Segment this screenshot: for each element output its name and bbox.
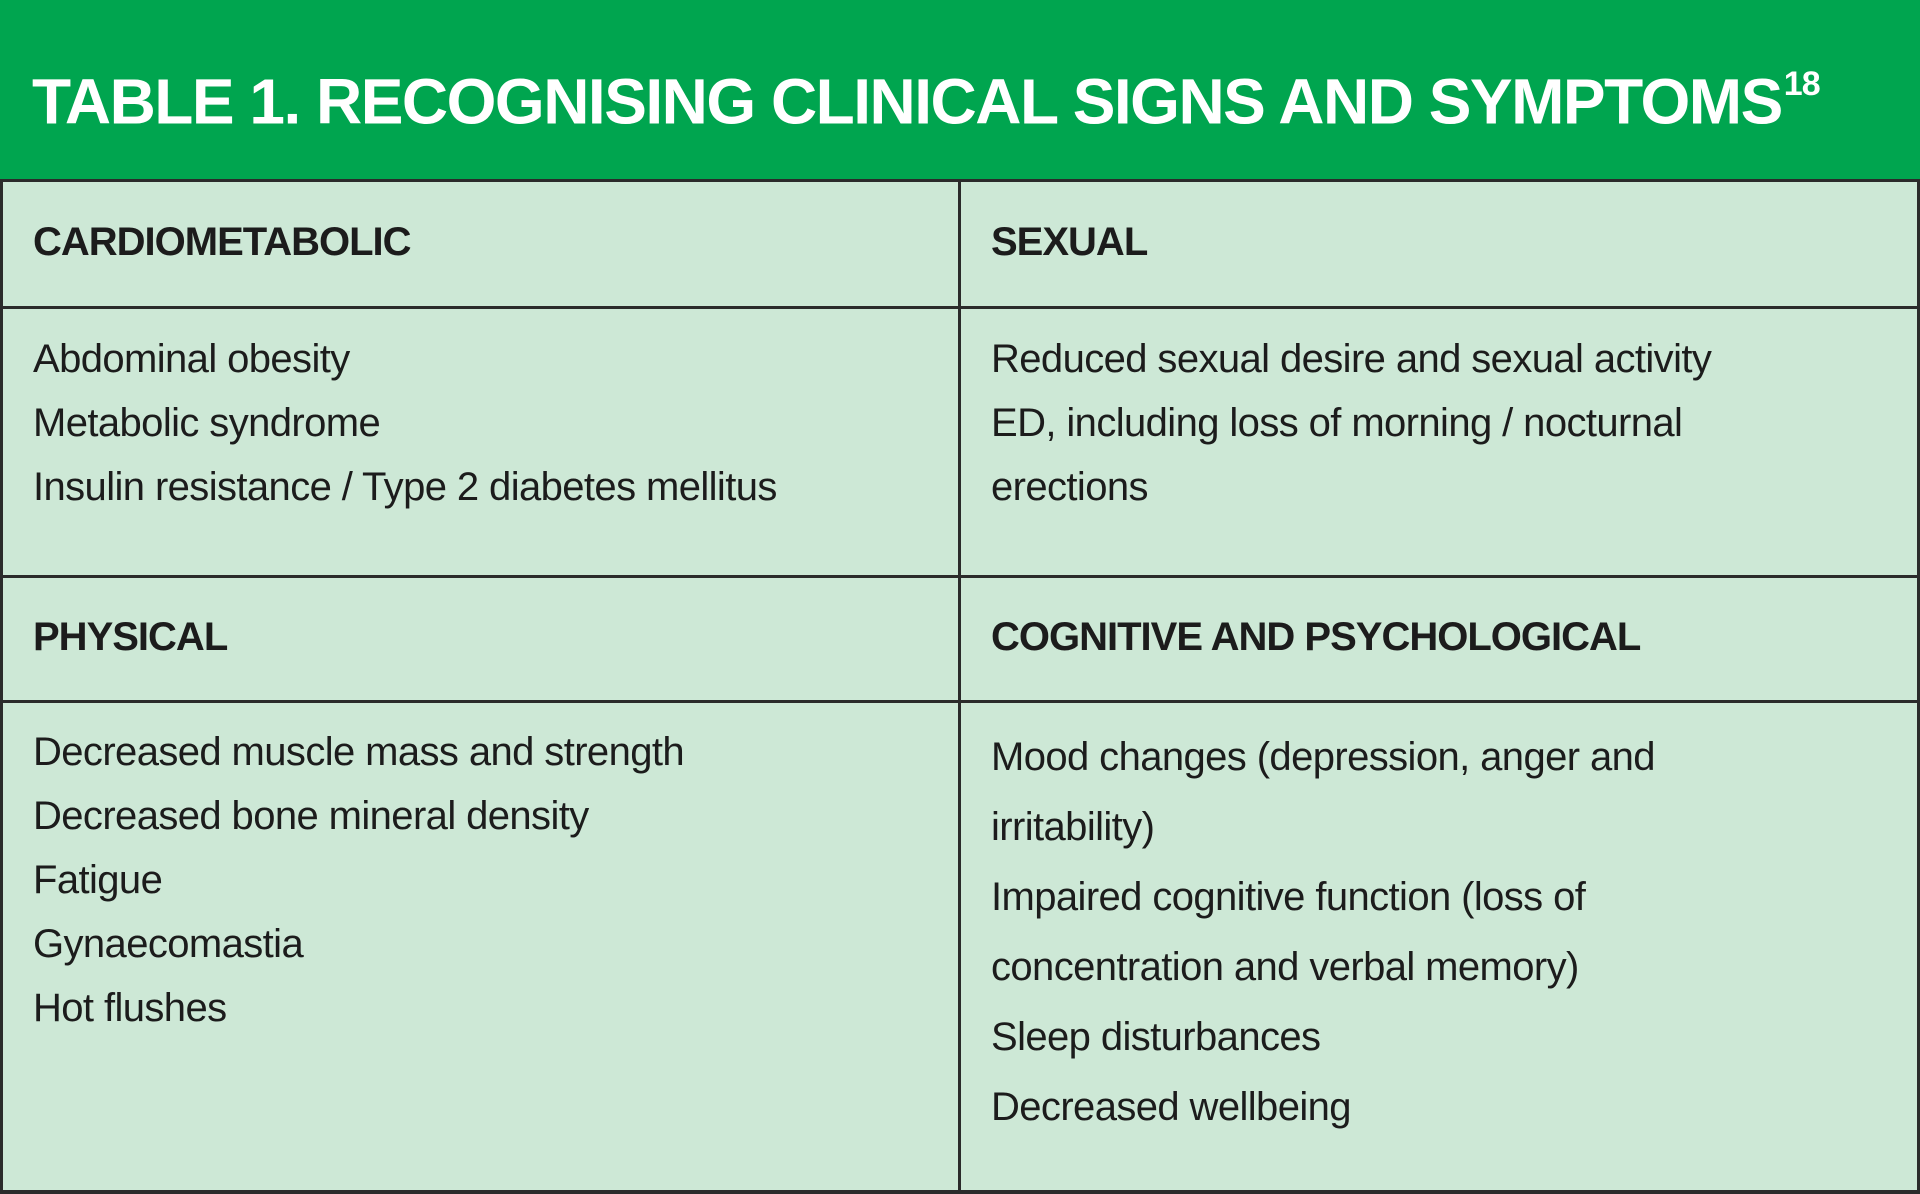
cardiometabolic-heading: CARDIOMETABOLIC [33, 220, 411, 264]
list-item: Impaired cognitive function (loss of [991, 875, 1586, 919]
table-header-banner [0, 0, 1920, 182]
list-item: erections [991, 465, 1148, 509]
list-item: Hot flushes [33, 986, 227, 1030]
column-divider [958, 182, 961, 1194]
cardiometabolic-list [33, 327, 777, 519]
list-item: Metabolic syndrome [33, 401, 381, 445]
table-border-left [0, 182, 3, 1194]
table-border-bottom [0, 1190, 1920, 1194]
row-divider-2 [0, 575, 1920, 578]
list-item: irritability) [991, 805, 1155, 849]
reference-superscript: 18 [1783, 65, 1820, 103]
sexual-list [991, 327, 1711, 519]
physical-heading: PHYSICAL [33, 615, 228, 659]
list-item: ED, including loss of morning / nocturnal [991, 401, 1683, 445]
row-divider-1 [0, 306, 1920, 309]
list-item: Reduced sexual desire and sexual activity [991, 337, 1712, 381]
physical-list [33, 720, 684, 1040]
list-item: Decreased wellbeing [991, 1085, 1351, 1129]
sexual-heading: SEXUAL [991, 220, 1148, 264]
list-item: Gynaecomastia [33, 922, 304, 966]
table-title-text: TABLE 1. RECOGNISING CLINICAL SIGNS AND SYMPTOMS [32, 65, 1782, 138]
cognitive-psychological-heading: COGNITIVE AND PSYCHOLOGICAL [991, 615, 1641, 659]
list-item: concentration and verbal memory) [991, 945, 1579, 989]
list-item: Decreased muscle mass and strength [33, 730, 685, 774]
list-item: Sleep disturbances [991, 1015, 1321, 1059]
list-item: Insulin resistance / Type 2 diabetes mellitus [33, 465, 777, 509]
cognitive-psychological-list [991, 722, 1655, 1142]
table-title [32, 50, 1820, 141]
list-item: Fatigue [33, 858, 163, 902]
list-item: Mood changes (depression, anger and [991, 735, 1655, 779]
list-item: Abdominal obesity [33, 337, 350, 381]
list-item: Decreased bone mineral density [33, 794, 589, 838]
row-divider-3 [0, 700, 1920, 703]
